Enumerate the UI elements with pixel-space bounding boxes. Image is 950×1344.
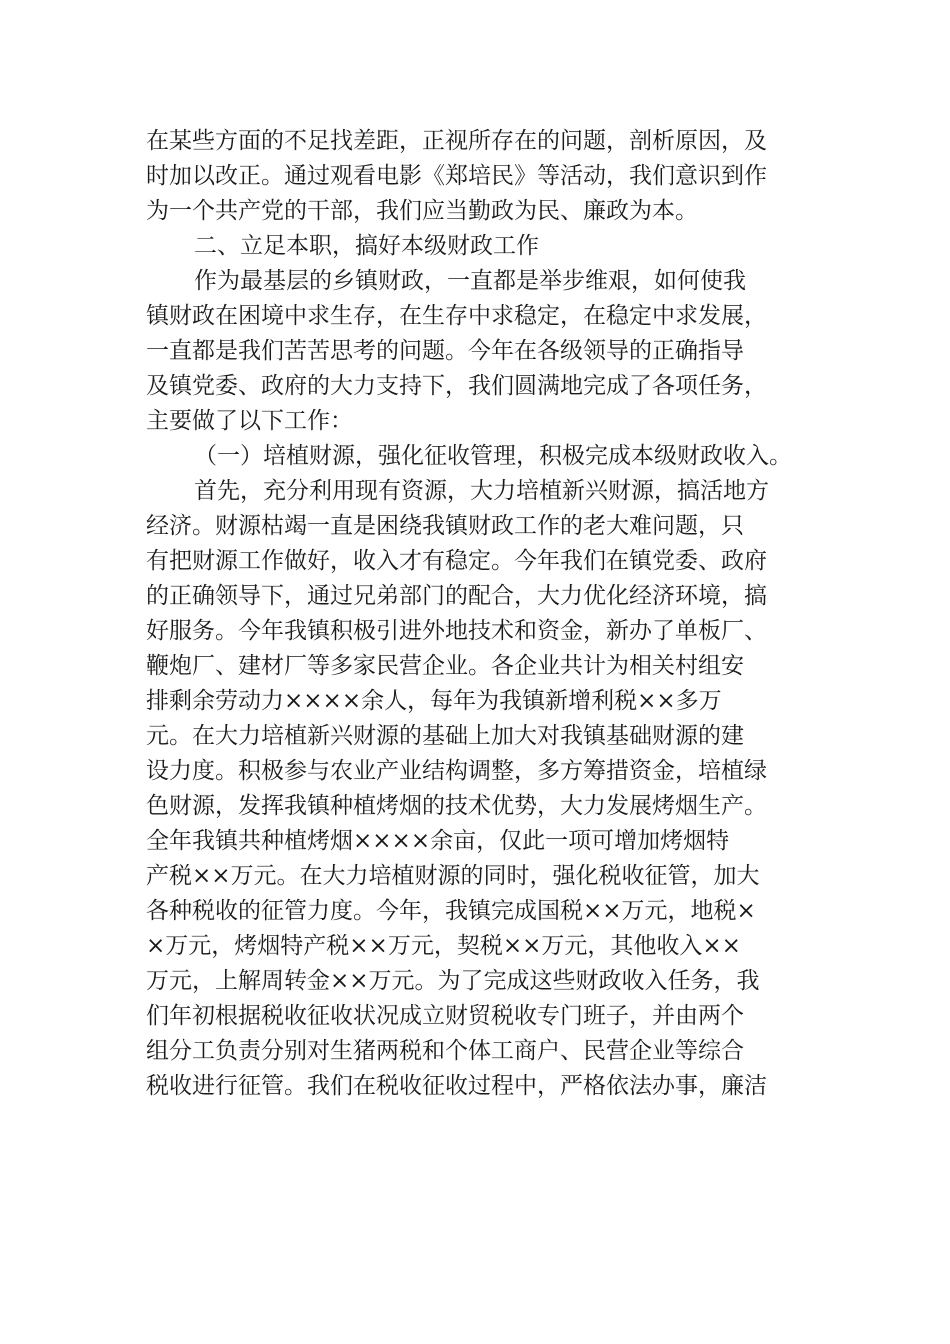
text-line: 镇财政在困境中求生存，在生存中求稳定，在稳定中求发展， [146,303,767,329]
text-line: 时加以改正。通过观看电影《郑培民》等活动，我们意识到作 [146,163,767,189]
section-heading: 二、立足本职，搞好本级财政工作 [194,233,539,259]
text-line: 为一个共产党的干部，我们应当勤政为民、廉政为本。 [146,198,698,224]
text-line: 有把财源工作做好，收入才有稳定。今年我们在镇党委、政府 [146,548,767,574]
text-line: 各种税收的征管力度。今年，我镇完成国税××万元，地税× [146,898,756,924]
text-line: 全年我镇共种植烤烟××××余亩，仅此一项可增加烤烟特 [146,828,730,854]
text-line: 作为最基层的乡镇财政，一直都是举步维艰，如何使我 [194,268,746,294]
text-line: 设力度。积极参与农业产业结构调整，多方筹措资金，培植绿 [146,758,767,784]
text-line: 们年初根据税收征收状况成立财贸税收专门班子，并由两个 [146,1003,744,1029]
body-text [146,124,818,1104]
text-line: 的正确领导下，通过兄弟部门的配合，大力优化经济环境，搞 [146,583,767,609]
text-line: 主要做了以下工作： [146,408,353,434]
text-line: 经济。财源枯竭一直是困绕我镇财政工作的老大难问题，只 [146,513,744,539]
text-line: 及镇党委、政府的大力支持下，我们圆满地完成了各项任务， [146,373,767,399]
text-line: 在某些方面的不足找差距，正视所存在的问题，剖析原因，及 [146,128,767,154]
text-line: 首先，充分利用现有资源，大力培植新兴财源，搞活地方 [194,478,769,504]
text-line: 元。在大力培植新兴财源的基础上加大对我镇基础财源的建 [146,723,744,749]
text-line: 一直都是我们苦苦思考的问题。今年在各级领导的正确指导 [146,338,744,364]
text-line: ×万元，烤烟特产税××万元，契税××万元，其他收入×× [146,933,741,959]
text-line: 组分工负责分别对生猪两税和个体工商户、民营企业等综合 [146,1038,744,1064]
text-line: 产税××万元。在大力培植财源的同时，强化税收征管，加大 [146,863,760,889]
text-line: 色财源，发挥我镇种植烤烟的技术优势，大力发展烤烟生产。 [146,793,767,819]
text-line: 排剩余劳动力××××余人，每年为我镇新增利税××多万 [146,688,722,714]
text-line: 万元，上解周转金××万元。为了完成这些财政收入任务，我 [146,968,760,994]
text-line: 税收进行征管。我们在税收征收过程中，严格依法办事，廉洁 [146,1073,767,1099]
subsection-heading: （一）培植财源，强化征收管理，积极完成本级财政收入。 [194,443,792,469]
text-line: 鞭炮厂、建材厂等多家民营企业。各企业共计为相关村组安 [146,653,744,679]
text-line: 好服务。今年我镇积极引进外地技术和资金，新办了单板厂、 [146,618,767,644]
